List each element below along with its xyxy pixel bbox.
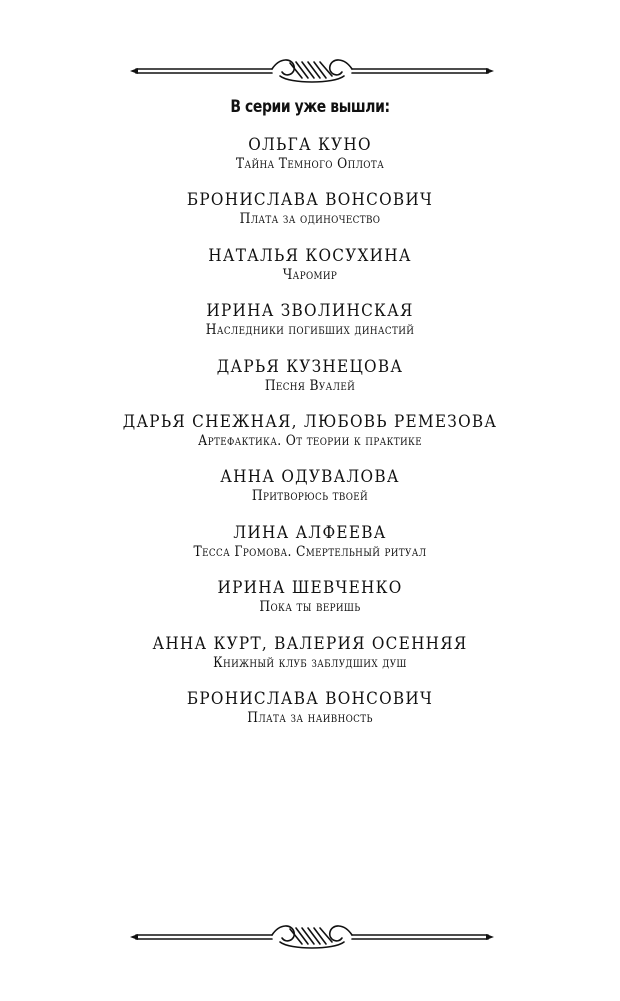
list-item <box>0 356 620 411</box>
author-name: АННА КУРТ, ВАЛЕРИЯ ОСЕННЯЯ <box>152 633 468 654</box>
series-heading: В серии уже вышли: <box>230 97 390 117</box>
author-name: ДАРЬЯ КУЗНЕЦОВА <box>216 356 404 377</box>
book-title: Тайна Темного Оплота <box>235 156 385 172</box>
author-name: БРОНИСЛАВА ВОНСОВИЧ <box>186 688 434 709</box>
book-title: Тесса Громова. Смертельный ритуал <box>193 543 427 560</box>
author-name: ИРИНА ШЕВЧЕНКО <box>217 578 403 599</box>
author-name: АННА ОДУВАЛОВА <box>220 467 400 488</box>
list-item <box>0 245 620 300</box>
book-title: Притворюсь твоей <box>251 488 369 505</box>
book-title: Песня Вуалей <box>264 377 356 394</box>
list-item <box>0 688 620 743</box>
bottom-ornament-divider <box>130 918 494 954</box>
book-title: Наследники погибших династий <box>205 322 415 339</box>
book-title: Артефактика. От теории к практике <box>198 432 422 449</box>
list-item <box>0 189 620 244</box>
book-title: Плата за наивность <box>247 709 373 726</box>
author-name: БРОНИСЛАВА ВОНСОВИЧ <box>186 190 434 211</box>
list-item <box>0 466 620 521</box>
top-ornament-divider <box>130 52 494 88</box>
list-item <box>0 300 620 355</box>
author-name: ИРИНА ЗВОЛИНСКАЯ <box>206 301 414 322</box>
author-name: ЛИНА АЛФЕЕВА <box>233 522 387 543</box>
book-title: Книжный клуб заблудших душ <box>213 654 407 671</box>
author-name: ДАРЬЯ СНЕЖНАЯ, ЛЮБОВЬ РЕМЕЗОВА <box>122 411 498 432</box>
book-title: Плата за одиночество <box>239 211 381 228</box>
book-list <box>0 134 620 743</box>
list-item <box>0 134 620 189</box>
book-title: Чаромир <box>282 266 338 283</box>
list-item <box>0 633 620 688</box>
list-item <box>0 522 620 577</box>
author-name: НАТАЛЬЯ КОСУХИНА <box>208 245 412 266</box>
list-item <box>0 411 620 466</box>
list-item <box>0 577 620 632</box>
book-title: Пока ты веришь <box>259 599 361 616</box>
author-name: ОЛЬГА КУНО <box>248 135 372 155</box>
